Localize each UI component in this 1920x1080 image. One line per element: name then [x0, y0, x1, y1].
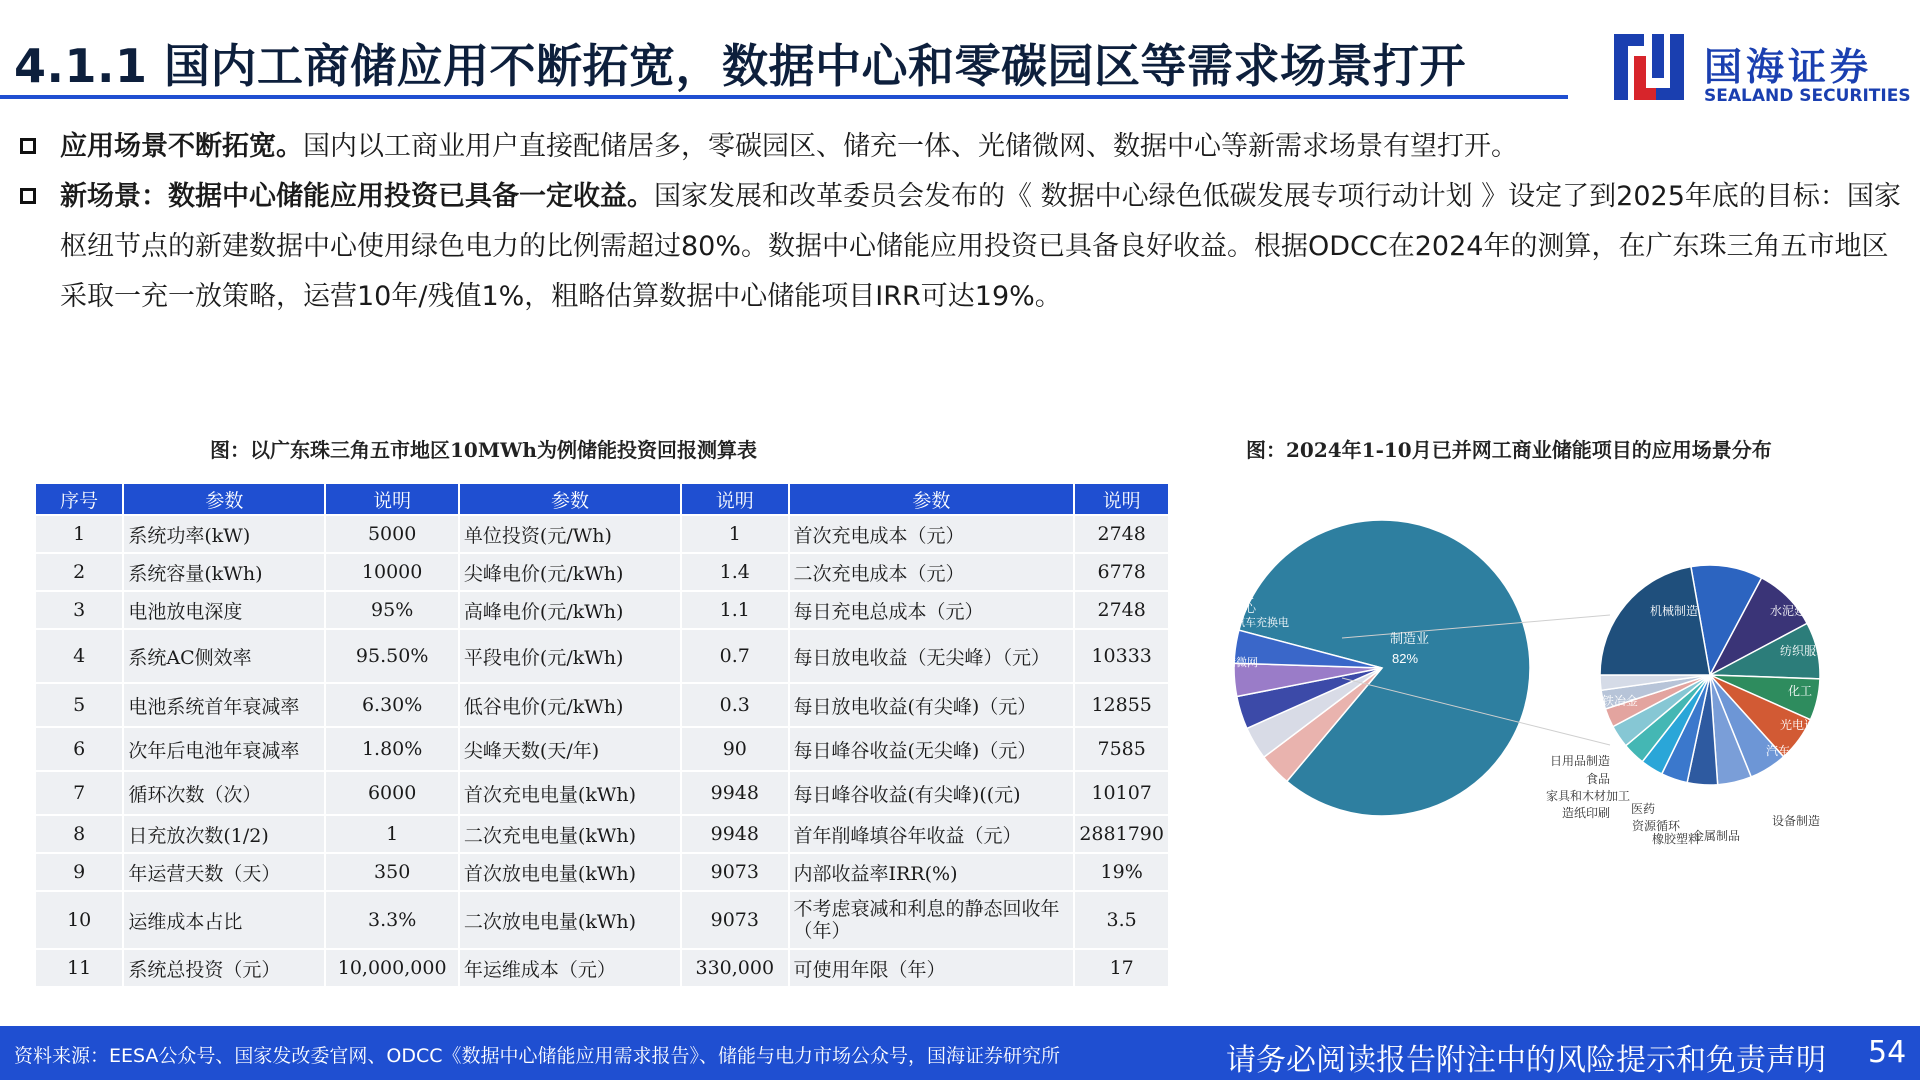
- table-cell: 350: [325, 853, 459, 891]
- table-cell: 高峰电价(元/kWh): [459, 591, 681, 629]
- table-cell: 次年后电池年衰减率: [123, 727, 325, 771]
- disclaimer-link[interactable]: 请务必阅读报告附注中的风险提示和免责声明: [1226, 1043, 1826, 1078]
- pie-label: 数据中心: [1212, 603, 1256, 615]
- bullet-list: [14, 122, 1904, 322]
- table-cell: 90: [681, 727, 788, 771]
- table-header-cell: 序号: [35, 483, 123, 515]
- table-header-cell: 参数: [789, 483, 1075, 515]
- table-cell: 1.1: [681, 591, 788, 629]
- table-caption: 图：以广东珠三角五市地区10MWh为例储能投资回报测算表: [210, 438, 757, 462]
- pie-label: 钢铁冶金: [1590, 694, 1639, 708]
- investment-return-table: [34, 482, 1170, 988]
- table-cell: 5000: [325, 515, 459, 553]
- table-cell: 10: [35, 891, 123, 949]
- pie-label: 食品: [1585, 772, 1610, 786]
- table-cell: 10107: [1074, 771, 1169, 815]
- table-cell: 12855: [1074, 683, 1169, 727]
- table-cell: 系统总投资（元）: [123, 949, 325, 987]
- table-cell: 首年削峰填谷年收益（元）: [789, 815, 1075, 853]
- table-cell: 尖峰天数(天/年): [459, 727, 681, 771]
- table-cell: 6.30%: [325, 683, 459, 727]
- pie-label: 制造业: [1390, 631, 1430, 646]
- table-cell: 9073: [681, 853, 788, 891]
- pie-label: 化工: [1788, 684, 1813, 698]
- table-cell: 首次放电电量(kWh): [459, 853, 681, 891]
- table-row: [35, 515, 1169, 553]
- table-cell: 2748: [1074, 515, 1169, 553]
- table-row: [35, 771, 1169, 815]
- table-cell: 2748: [1074, 591, 1169, 629]
- pie-label: 资源循环: [1631, 819, 1680, 833]
- table-cell: 每日峰谷收益(无尖峰)（元）: [789, 727, 1075, 771]
- pie-label: 设备制造: [1771, 814, 1820, 828]
- table-cell: 电池放电深度: [123, 591, 325, 629]
- company-logo: [1612, 30, 1912, 110]
- table-cell: 不考虑衰减和利息的静态回收年（年）: [789, 891, 1075, 949]
- table-cell: 可使用年限（年）: [789, 949, 1075, 987]
- table-cell: 6000: [325, 771, 459, 815]
- table-row: [35, 815, 1169, 853]
- table-cell: 1: [325, 815, 459, 853]
- table-cell: 低谷电价(元/kWh): [459, 683, 681, 727]
- table-header-cell: 说明: [325, 483, 459, 515]
- footer-bar: [0, 1026, 1920, 1080]
- table-cell: 11: [35, 949, 123, 987]
- table-header-row: [35, 483, 1169, 515]
- table-cell: 1.4: [681, 553, 788, 591]
- table-cell: 330,000: [681, 949, 788, 987]
- table-cell: 10000: [325, 553, 459, 591]
- pie-label: 家具和木材加工: [1545, 789, 1630, 803]
- pie-label: 机械制造: [1650, 604, 1699, 618]
- main-pie: [1234, 520, 1530, 816]
- table-header-cell: 说明: [1074, 483, 1169, 515]
- table-cell: 二次充电电量(kWh): [459, 815, 681, 853]
- page-number: 54: [1868, 1035, 1907, 1070]
- table-cell: 每日放电收益(有尖峰)（元）: [789, 683, 1075, 727]
- table-cell: 2: [35, 553, 123, 591]
- table-cell: 17: [1074, 949, 1169, 987]
- table-cell: 10333: [1074, 629, 1169, 683]
- table-cell: 每日充电总成本（元）: [789, 591, 1075, 629]
- source-note: 资料来源：EESA公众号、国家发改委官网、ODCC《数据中心储能应用需求报告》、储能与电力市场公众号，国海证券研究所: [14, 1045, 1061, 1067]
- logo-text-cn: 国海证券: [1704, 45, 1873, 89]
- table-cell: 6778: [1074, 553, 1169, 591]
- table-row: [35, 949, 1169, 987]
- table-cell: 8: [35, 815, 123, 853]
- table-cell: 0.7: [681, 629, 788, 683]
- table-cell: 3.5: [1074, 891, 1169, 949]
- pie-label: 医药: [1630, 802, 1655, 816]
- table-cell: 平段电价(元/kWh): [459, 629, 681, 683]
- table-cell: 6: [35, 727, 123, 771]
- logo-text-en: SEALAND SECURITIES: [1704, 86, 1911, 106]
- table-cell: 3.3%: [325, 891, 459, 949]
- pie-label: 造纸印刷: [1561, 806, 1610, 820]
- pie-caption: 图：2024年1-10月已并网工商业储能项目的应用场景分布: [1246, 438, 1772, 462]
- pie-label: 橡胶塑料: [1651, 832, 1700, 846]
- table-header-cell: 参数: [123, 483, 325, 515]
- table-cell: 年运维成本（元）: [459, 949, 681, 987]
- table-cell: 每日峰谷收益(有尖峰)((元): [789, 771, 1075, 815]
- table-cell: 循环次数（次）: [123, 771, 325, 815]
- pie-label: 汽车: [1766, 744, 1791, 758]
- table-cell: 95%: [325, 591, 459, 629]
- table-cell: 10,000,000: [325, 949, 459, 987]
- table-cell: 19%: [1074, 853, 1169, 891]
- table-header-cell: 说明: [681, 483, 788, 515]
- table-row: [35, 891, 1169, 949]
- pie-label: 产业园区: [1210, 589, 1254, 601]
- table-cell: 0.3: [681, 683, 788, 727]
- bullet-text: 国家发展和改革委员会发布的《 数据中心绿色低碳发展专项行动计划 》设定了到2025年底的目标：国家枢纽节点的新建数据中心使用绿色电力的比例需超过80%。数据中心储能应用投资已具备良好收益。根据ODCC在2024年的测算，在广东珠三角五市地区采取一充一放策略，运营10年/残值1%，粗略估算数据中心储能项目IRR可达19%。: [60, 181, 1901, 312]
- table-cell: 7: [35, 771, 123, 815]
- pie-label: 82%: [1392, 651, 1419, 666]
- table-cell: 电池系统首年衰减率: [123, 683, 325, 727]
- table-cell: 9: [35, 853, 123, 891]
- table-cell: 5: [35, 683, 123, 727]
- pie-label: 金属制品: [1691, 829, 1740, 843]
- table-row: [35, 727, 1169, 771]
- bullet-item: [14, 172, 1904, 322]
- table-cell: 二次充电成本（元）: [789, 553, 1075, 591]
- table-cell: 2881790: [1074, 815, 1169, 853]
- sealand-logo-icon: [1612, 30, 1694, 110]
- table-cell: 9948: [681, 815, 788, 853]
- pie-label: 日用品制造: [1549, 754, 1610, 768]
- pie-label: 光电通信: [1780, 718, 1829, 732]
- table-cell: 9073: [681, 891, 788, 949]
- table-row: [35, 853, 1169, 891]
- pie-label: 纺织服装化纤: [1780, 644, 1853, 658]
- bullet-square-icon: [20, 138, 36, 154]
- bullet-lead: 新场景：数据中心储能应用投资已具备一定收益。: [60, 181, 654, 212]
- table-cell: 9948: [681, 771, 788, 815]
- table-cell: 日充放次数(1/2): [123, 815, 325, 853]
- table-cell: 二次放电电量(kWh): [459, 891, 681, 949]
- pie-label: 光储微网: [1214, 657, 1258, 669]
- table-cell: 1: [35, 515, 123, 553]
- table-row: [35, 683, 1169, 727]
- table-cell: 运维成本占比: [123, 891, 325, 949]
- table-row: [35, 629, 1169, 683]
- bullet-text: 国内以工商业用户直接配储居多，零碳园区、储充一体、光储微网、数据中心等新需求场景有望打开。: [303, 131, 1518, 162]
- page-title: 4.1.1 国内工商储应用不断拓宽，数据中心和零碳园区等需求场景打开: [14, 39, 1466, 93]
- table-cell: 首次充电电量(kWh): [459, 771, 681, 815]
- pie-label: 电动汽车充换电: [1212, 617, 1289, 629]
- table-cell: 95.50%: [325, 629, 459, 683]
- pie-label: 水泥建材: [1770, 604, 1819, 618]
- bullet-item: [14, 122, 1904, 172]
- table-cell: 1.80%: [325, 727, 459, 771]
- table-cell: 年运营天数（天）: [123, 853, 325, 891]
- table-cell: 7585: [1074, 727, 1169, 771]
- table-cell: 系统功率(kW): [123, 515, 325, 553]
- table-cell: 内部收益率IRR(%): [789, 853, 1075, 891]
- title-underline: [0, 95, 1568, 99]
- table-cell: 系统AC侧效率: [123, 629, 325, 683]
- table-cell: 3: [35, 591, 123, 629]
- table-cell: 4: [35, 629, 123, 683]
- table-cell: 单位投资(元/Wh): [459, 515, 681, 553]
- table-cell: 首次充电成本（元）: [789, 515, 1075, 553]
- breakdown-slice: [1600, 567, 1710, 675]
- table-cell: 每日放电收益（无尖峰）（元）: [789, 629, 1075, 683]
- table-cell: 尖峰电价(元/kWh): [459, 553, 681, 591]
- table-cell: 1: [681, 515, 788, 553]
- table-row: [35, 591, 1169, 629]
- pie-label: 商业: [1206, 635, 1228, 647]
- bullet-square-icon: [20, 188, 36, 204]
- application-scenario-pie-chart: [1200, 520, 1890, 860]
- table-row: [35, 553, 1169, 591]
- table-cell: 系统容量(kWh): [123, 553, 325, 591]
- table-header-cell: 参数: [459, 483, 681, 515]
- bullet-lead: 应用场景不断拓宽。: [60, 131, 303, 162]
